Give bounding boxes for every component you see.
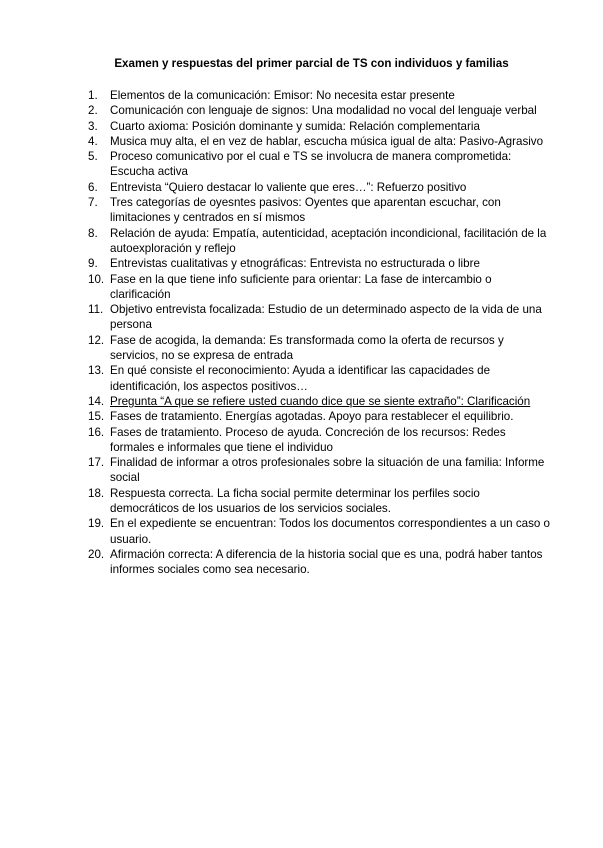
item-text: En qué consiste el reconocimiento: Ayuda a identificar las capacidades de identificación, los aspectos positivos…	[110, 364, 491, 393]
item-number: 19.	[88, 517, 105, 531]
item-text: Fase de acogida, la demanda: Es transformada como la oferta de recursos y servicios, no se expresa de entrada	[110, 333, 504, 363]
item-number: 4.	[88, 134, 98, 148]
list-item	[88, 363, 552, 394]
item-number: 11.	[88, 303, 104, 317]
item-text: Relación de ayuda: Empatía, autenticidad, aceptación incondicional, facilitación de la autoexploración y reflejo	[110, 226, 547, 255]
item-text: Fases de tratamiento. Proceso de ayuda. Concreción de los recursos: Redes formales e informales que tiene el individuo	[110, 425, 506, 454]
item-number: 8.	[88, 226, 98, 240]
list-item	[88, 134, 552, 149]
item-number: 15.	[88, 410, 105, 424]
item-number: 20.	[88, 547, 105, 561]
item-text: Respuesta correcta. La ficha social permite determinar los perfiles socio democráticos de los usuarios de los servicios sociales.	[110, 486, 480, 516]
item-number: 12.	[88, 333, 105, 347]
item-text: Entrevistas cualitativas y etnográficas: Entrevista no estructurada o libre	[110, 257, 480, 271]
item-text: Musica muy alta, el en vez de hablar, escucha música igual de alta: Pasivo-Agrasivo	[110, 134, 544, 148]
list-item	[88, 455, 552, 486]
item-text: En el expediente se encuentran: Todos los documentos correspondientes a un caso o usuario.	[110, 517, 550, 546]
item-text: Cuarto axioma: Posición dominante y sumida: Relación complementaria	[110, 119, 480, 133]
list-item	[88, 409, 552, 424]
item-number: 5.	[88, 150, 98, 164]
item-text: Proceso comunicativo por el cual e TS se involucra de manera comprometida: Escucha activa	[110, 150, 512, 179]
item-text: Finalidad de informar a otros profesionales sobre la situación de una familia: Informe social	[110, 456, 545, 485]
item-text: Objetivo entrevista focalizada: Estudio de un determinado aspecto de la vida de una persona	[110, 303, 542, 332]
item-number: 1.	[88, 89, 98, 102]
item-number: 9.	[88, 257, 98, 271]
list-item	[88, 302, 552, 333]
item-number: 14.	[88, 394, 105, 408]
item-number: 10.	[88, 272, 105, 286]
item-text: Entrevista “Quiero destacar lo valiente que eres…”: Refuerzo positivo	[110, 180, 467, 194]
list-item	[88, 88, 552, 103]
item-number: 17.	[88, 456, 105, 470]
item-number: 16.	[88, 425, 105, 439]
list-item	[88, 516, 552, 547]
list-item	[88, 149, 552, 180]
item-number: 18.	[88, 486, 105, 500]
item-text: Pregunta “A que se refiere usted cuando dice que se siente extraño”: Clarificación	[110, 394, 531, 408]
list-item	[88, 119, 552, 134]
list-item	[88, 180, 552, 195]
list-item	[88, 256, 552, 271]
list-item	[88, 425, 552, 456]
item-text: Elementos de la comunicación: Emisor: No necesita estar presente	[110, 89, 455, 102]
item-text: Comunicación con lenguaje de signos: Una modalidad no vocal del lenguaje verbal	[110, 104, 537, 118]
document-title: Examen y respuestas del primer parcial de TS con individuos y familias	[114, 57, 509, 70]
item-number: 6.	[88, 180, 98, 194]
list-item	[88, 195, 552, 226]
item-number: 13.	[88, 364, 105, 378]
item-text: Afirmación correcta: A diferencia de la historia social que es una, podrá haber tantos informes sociales como sea necesario.	[110, 547, 543, 577]
list-item	[88, 486, 552, 517]
item-text: Fases de tratamiento. Energías agotadas. Apoyo para restablecer el equilibrio.	[110, 410, 514, 424]
item-number: 2.	[88, 104, 98, 118]
item-text: Tres categorías de oyesntes pasivos: Oyentes que aparentan escuchar, con limitaciones y centrados en sí mismos	[110, 196, 501, 225]
list-item	[88, 272, 552, 303]
list-item	[88, 226, 552, 257]
list-item	[88, 103, 552, 118]
answer-list	[88, 88, 552, 578]
item-text: Fase en la que tiene info suficiente para orientar: La fase de intercambio o clarificación	[110, 272, 492, 301]
list-item	[88, 547, 552, 578]
list-item	[88, 333, 552, 364]
item-number: 7.	[88, 196, 98, 210]
item-number: 3.	[88, 119, 98, 133]
list-item	[88, 394, 552, 409]
